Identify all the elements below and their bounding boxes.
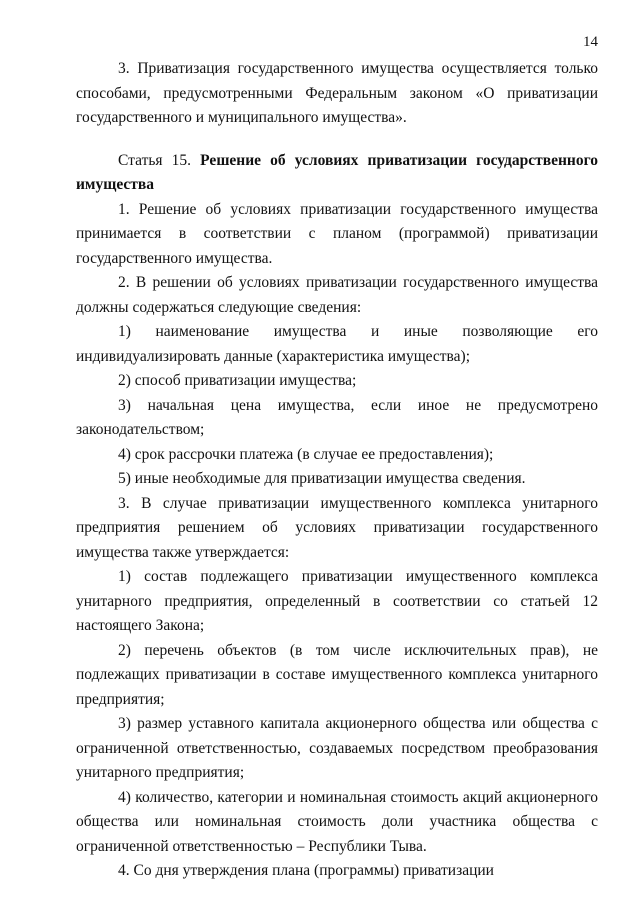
document-body <box>76 57 598 884</box>
page-number: 14 <box>583 34 598 50</box>
article-list-item: 2) перечень объектов (в том числе исключительных прав), не подлежащих приватизации в составе имущественного комплекса унитарного предприятия; <box>76 641 598 708</box>
article-list-item: 1) наименование имущества и иные позволяющие его индивидуализировать данные (характеристика имущества); <box>76 323 598 365</box>
article-list-item: 1) состав подлежащего приватизации имущественного комплекса унитарного предприятия, определенный в соответствии со статьей 12 настоящего Закона; <box>76 568 598 634</box>
article-list-item: 5) иные необходимые для приватизации имущества сведения. <box>118 470 526 487</box>
article-heading <box>76 149 598 198</box>
article-list-item: 4) срок рассрочки платежа (в случае ее предоставления); <box>118 445 494 463</box>
paragraph-privatization-methods: 3. Приватизация государственного имущества осуществляется только способами, предусмотренными Федеральным законом «О приватизации государственного и муниципального имущества». <box>76 60 598 126</box>
article-paragraph: 2. В решении об условиях приватизации государственного имущества должны содержаться следующие сведения: <box>76 274 598 316</box>
article-list-item: 3) начальная цена имущества, если иное не предусмотрено законодательством; <box>76 396 598 438</box>
article-list-item: 2) способ приватизации имущества; <box>118 372 357 389</box>
article-prefix: Статья 15. <box>118 151 192 169</box>
article-list-item: 4) количество, категории и номинальная стоимость акций акционерного общества или номинальная стоимость доли участника общества с ограниченной ответственностью – Республики Тыва. <box>76 788 598 855</box>
article-paragraph: 1. Решение об условиях приватизации государственного имущества принимается в соответствии с планом (программой) приватизации государственного имущества. <box>76 200 598 267</box>
article-list-item: 3) размер уставного капитала акционерного общества или общества с ограниченной ответственностью, создаваемых посредством преобразования унитарного предприятия; <box>76 715 598 781</box>
article-title: Решение об условиях приватизации государственного имущества <box>76 151 598 193</box>
article-paragraph: 4. Со дня утверждения плана (программы) приватизации <box>118 862 494 879</box>
article-paragraph: 3. В случае приватизации имущественного комплекса унитарного предприятия решением об условиях приватизации государственного имущества также утверждается: <box>76 494 598 561</box>
